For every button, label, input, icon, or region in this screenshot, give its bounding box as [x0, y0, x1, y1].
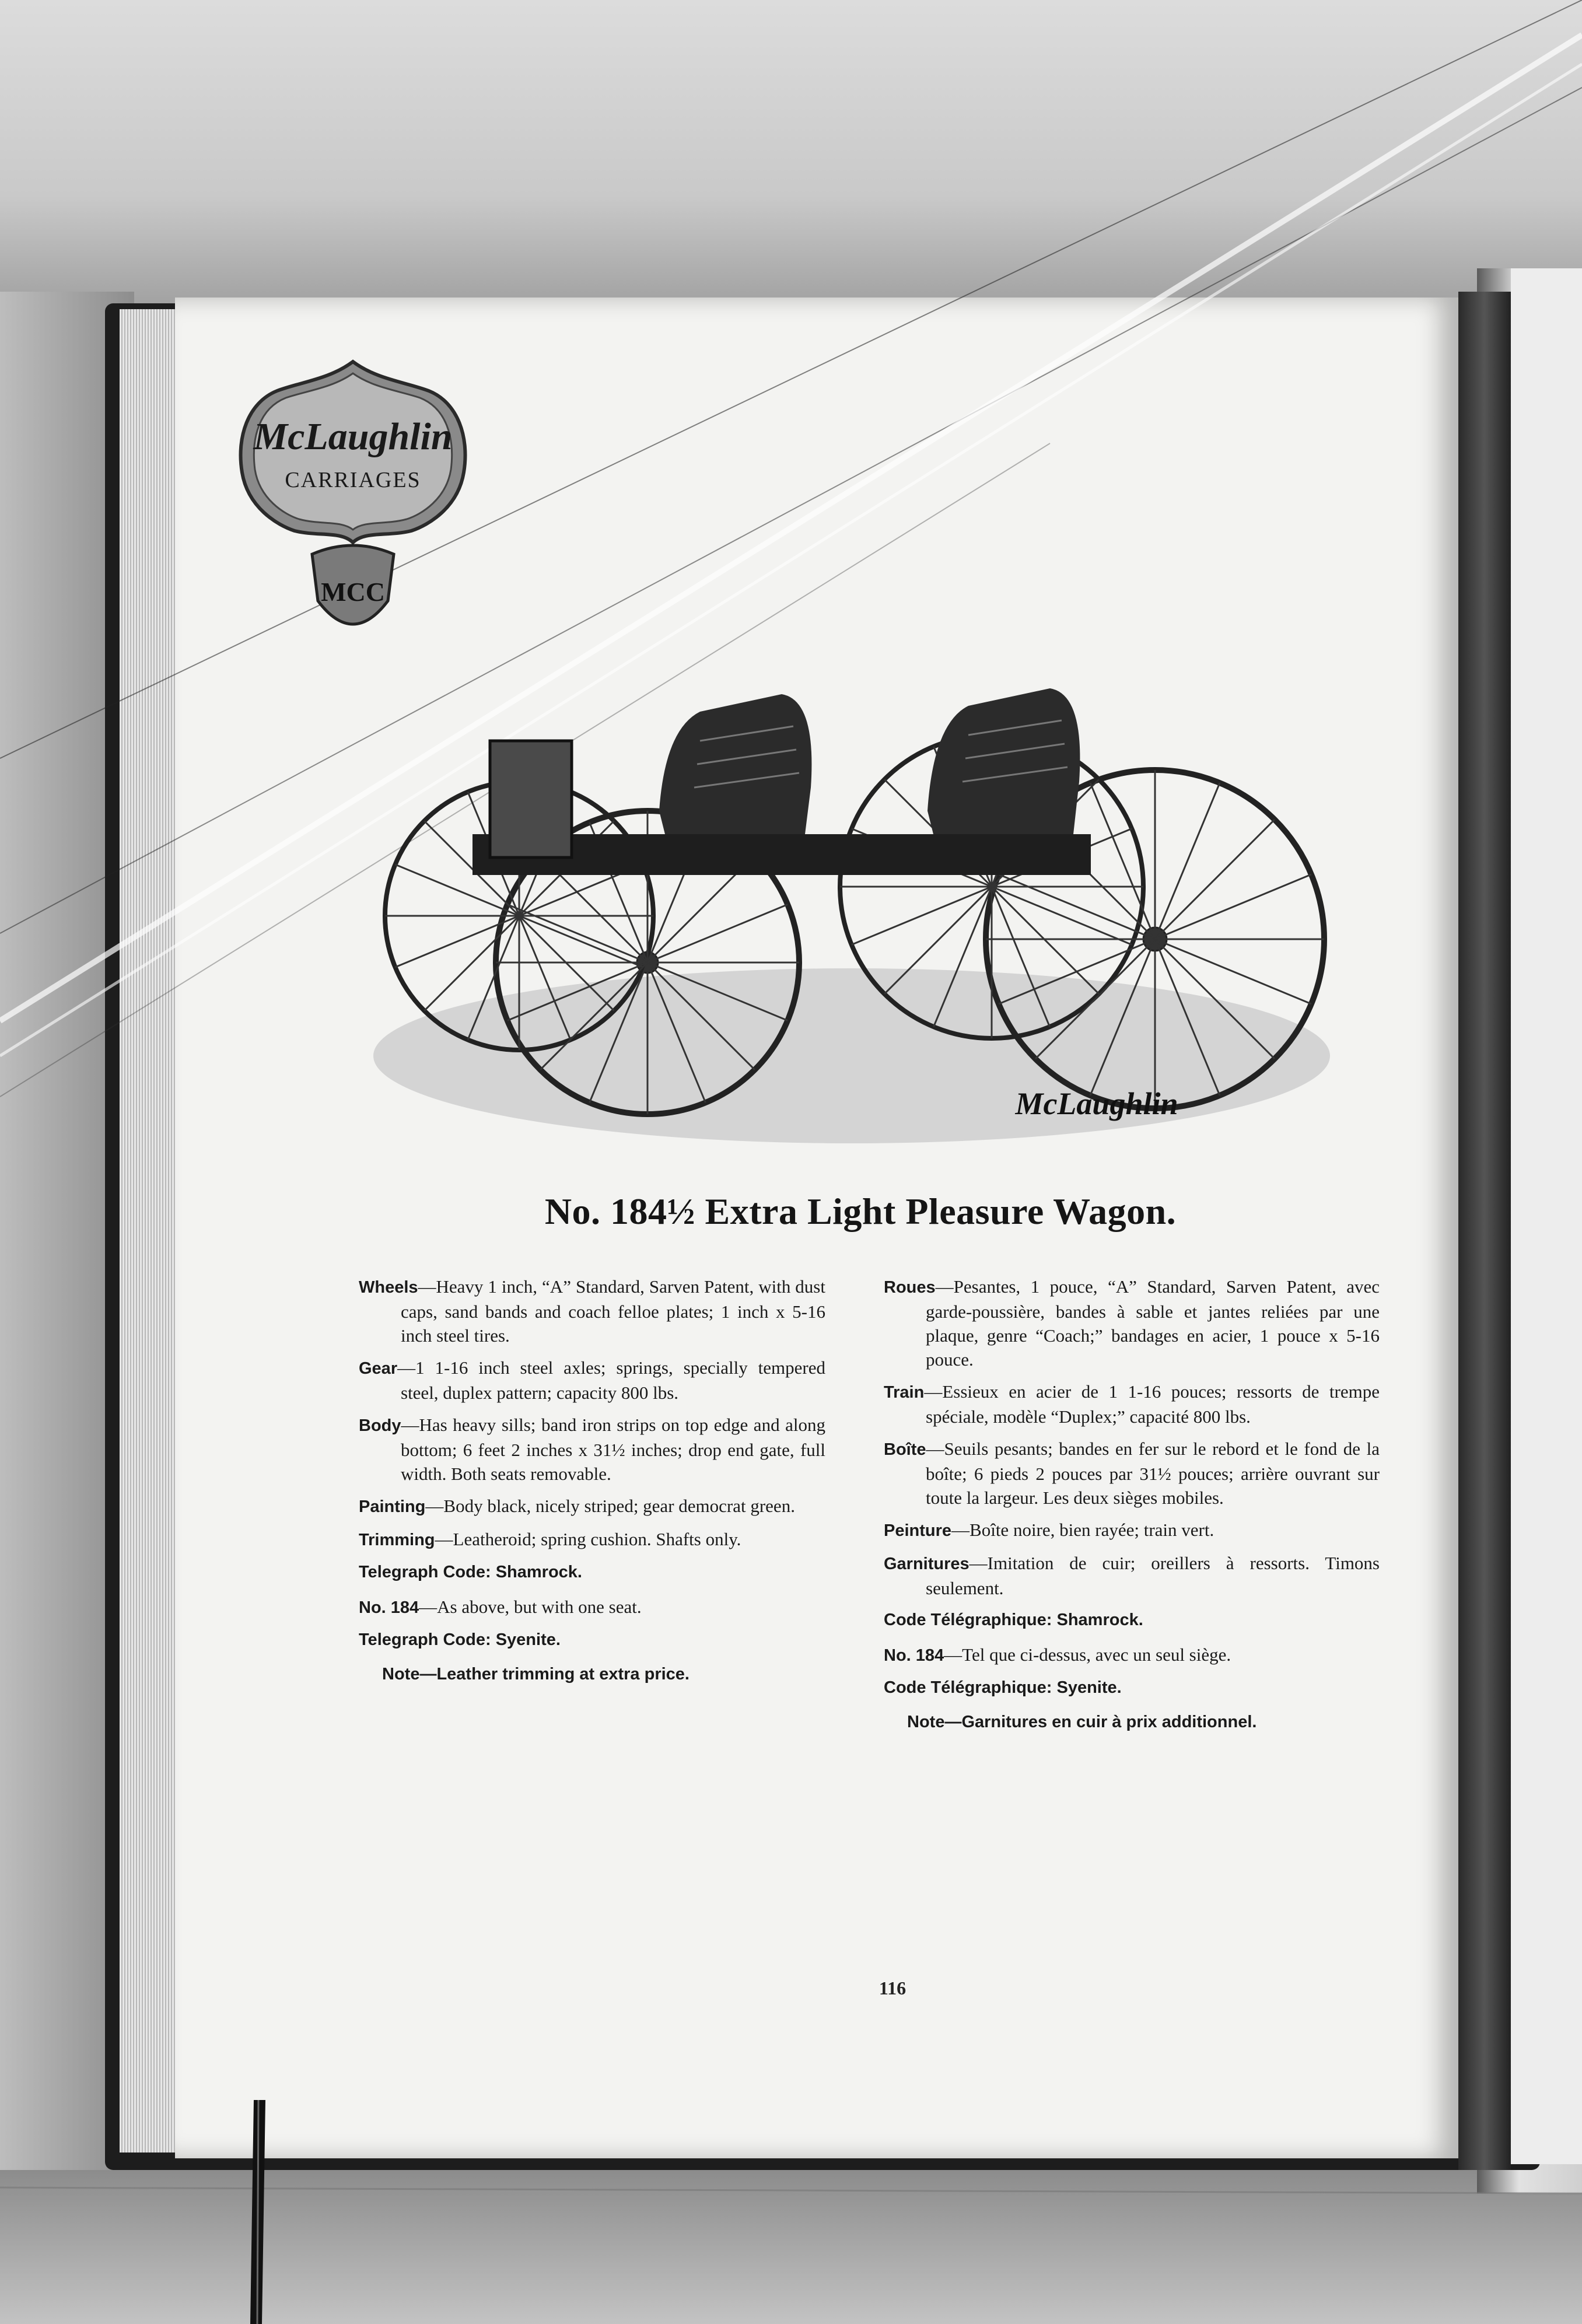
spec-term: Wheels [359, 1278, 418, 1297]
english-specs [359, 1275, 825, 1697]
spec-painting [359, 1494, 825, 1519]
spec-term: Painting [359, 1497, 426, 1516]
code-telegraphique-shamrock: Code Télégraphique: Shamrock. [884, 1611, 1143, 1629]
illustration-signature: McLaughlin [1015, 1086, 1178, 1121]
spec-trimming [359, 1527, 825, 1552]
spec-text: —Heavy 1 inch, “A” Standard, Sarven Patent, with dust caps, sand bands and coach felloe plates; 1 inch x 5-16 inch steel tires. [401, 1276, 825, 1346]
spec-text: —As above, but with one seat. [419, 1597, 642, 1617]
spec-term: Garnitures [884, 1555, 970, 1573]
page-number: 116 [878, 1978, 907, 1999]
pen-tip [242, 2100, 277, 2324]
spec-text: —Leatheroid; spring cushion. Shafts only. [435, 1529, 741, 1549]
telegraph-code-syenite: Telegraph Code: Syenite. [359, 1630, 561, 1649]
spec-text: —Imitation de cuir; oreillers à ressorts. Timons seulement. [926, 1553, 1380, 1598]
spec-peinture [884, 1518, 1380, 1543]
spec-train [884, 1380, 1380, 1429]
wagon-illustration [338, 612, 1365, 1155]
wheel-spoke [1155, 820, 1275, 939]
spec-text: —Essieux en acier de 1 1-16 pouces; ressorts de trempe spéciale, modèle “Duplex;” capacité 800 lbs. [924, 1381, 1380, 1427]
spec-term: Trimming [359, 1531, 435, 1549]
spec-gear [359, 1356, 825, 1405]
spec-garnitures [884, 1551, 1380, 1600]
spec-single-seat [359, 1595, 825, 1620]
price-note: Note—Leather trimming at extra price. [382, 1665, 690, 1684]
spec-text: —Seuils pesants; bandes en fer sur le rebord et le fond de la boîte; 6 pieds 2 pouces par 31½ pouces; arrière ouvrant sur toute la largeur. Les deux sièges mobiles. [926, 1438, 1380, 1508]
spec-body [359, 1413, 825, 1486]
code-telegraphique-syenite: Code Télégraphique: Syenite. [884, 1678, 1122, 1697]
spec-roues [884, 1275, 1380, 1371]
spec-text: —Boîte noire, bien rayée; train vert. [951, 1520, 1214, 1540]
spec-term: Roues [884, 1278, 936, 1297]
telegraph-code-shamrock: Telegraph Code: Shamrock. [359, 1563, 582, 1581]
spec-un-siege [884, 1643, 1380, 1668]
spec-text: —Has heavy sills; band iron strips on top edge and along bottom; 6 feet 2 inches x 31½ inches; drop end gate, full width. Both seats removable. [401, 1415, 825, 1484]
spec-term: Boîte [884, 1440, 926, 1459]
note-prix: Note—Garnitures en cuir à prix additionnel. [907, 1713, 1257, 1731]
spec-wheels [359, 1275, 825, 1348]
french-specs [884, 1275, 1380, 1745]
spec-term: Gear [359, 1359, 398, 1378]
spec-text: —Pesantes, 1 pouce, “A” Standard, Sarven Patent, avec garde-poussière, bandes à sable et jantes reliées par une plaque, genre “Coach;” bandages en acier, 1 pouce x 5-16 pouce. [926, 1276, 1380, 1370]
spec-term: No. 184 [884, 1646, 944, 1665]
page-title: No. 184½ Extra Light Pleasure Wagon. [544, 1191, 1177, 1232]
logo-monogram: MCC [321, 577, 385, 607]
spec-term: No. 184 [359, 1598, 419, 1617]
spec-term: Peinture [884, 1521, 952, 1540]
spec-term: Body [359, 1416, 401, 1435]
spec-text: —Body black, nicely striped; gear democrat green. [425, 1496, 795, 1516]
spec-term: Train [884, 1383, 925, 1402]
logo-brand: McLaughlin [253, 415, 453, 458]
spec-boite [884, 1437, 1380, 1510]
spec-text: —1 1-16 inch steel axles; springs, specially tempered steel, duplex pattern; capacity 800 lbs. [397, 1357, 825, 1403]
spec-text: —Tel que ci-dessus, avec un seul siège. [944, 1644, 1231, 1665]
logo-subtitle: CARRIAGES [285, 468, 421, 492]
